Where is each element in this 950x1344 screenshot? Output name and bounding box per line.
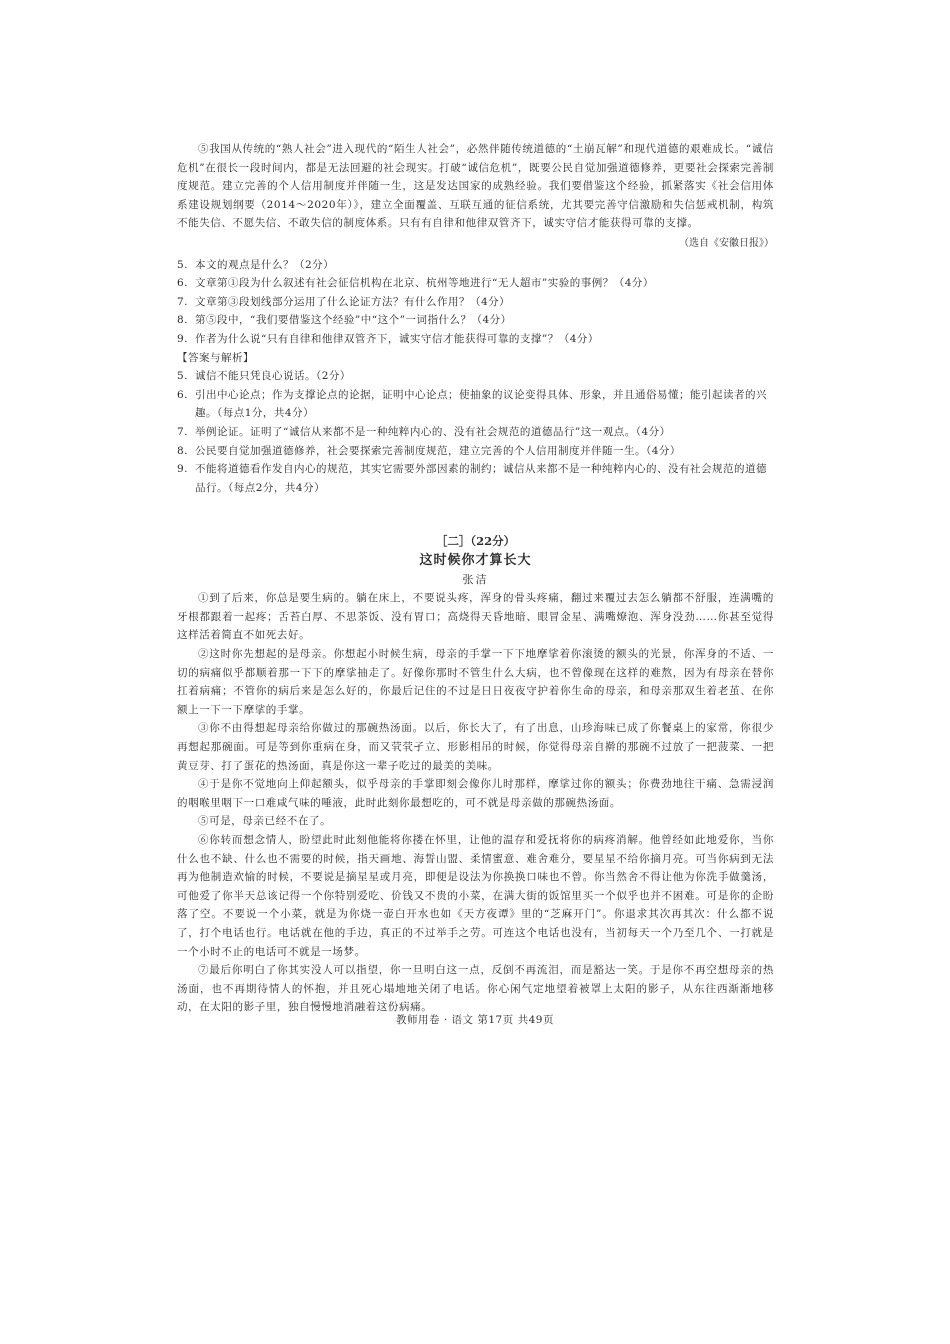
question-text: 文章第①段为什么叙述有社会征信机构在北京、杭州等地进行“无人超市”实验的事例？（4分） [195,277,654,290]
page-footer: 教师用卷 · 语文 第17页 共49页 [396,1014,554,1026]
article-paragraph: ④于是你不觉地向上仰起额头，似乎母亲的手掌即刻会像你儿时那样，摩挲过你的额头；你费劲地往干痛、急需浸润的咽喉里咽下一口难咸气味的唾液，此时此刻你最想吃的，可不就是母亲做的那碗热汤面。 [177,778,774,809]
question-text: 作者为什么说“只有自律和他律双管齐下，诚实守信才能获得可靠的支撑”？（4分） [195,332,599,345]
article-paragraph: ⑥你转而想念情人，盼望此时此刻他能将你搂在怀里，让他的温存和爱抚将你的病疼消解。他曾经如此地爱你，当你什么也不缺、什么也不需要的时候，指天画地、海誓山盟、柔情蜜意、难舍难分，要星星不给你摘月亮。可当你病到无法再为他制造欢愉的时候，不要说是摘星星或月亮，即便是设法为你换换口味也不曾。你当然舍不得让他为你洗手做羹汤，可他爱了你半天总该记得一个你特别爱吃、价钱又不贵的小菜，在满大街的饭馆里买一个似乎也并不困难。可是你的企盼落了空。不要说一个小菜，就是为你烧一壶白开水也如《天方夜谭》里的“芝麻开门”。你退求其次再其次：什么都不说了，打个电话也行。电话就在他的手边，真正的不过举手之劳。可连这个电话也没有，当初每天一个乃至几个、一打就是一个小时不止的电话可不就是一场梦。 [177,834,774,958]
part-header: ［二］（22分） [435,534,516,549]
answer-text: 诚信不能只凭良心说话。（2分） [195,370,351,383]
article-paragraph: ⑤可是，母亲已经不在了。 [198,815,332,828]
article-paragraph: ⑦最后你明白了你其实没人可以指望，你一旦明白这一点，反倒不再流泪，而是豁达一笑。于是你不再空想母亲的热汤面，也不再期待情人的怀抱，并且死心塌地地关闭了电话。你心闲气定地望着被罩上太阳的影子，从东往西渐渐地移动，在太阳的影子里，独自慢慢地消融着这份病痛。 [177,964,774,1014]
question-item [177,274,774,293]
passage1-paragraph-5: ⑤我国从传统的“熟人社会”进入现代的“陌生人社会”，必然伴随传统道德的“土崩瓦解”和现代道德的艰难成长。“诚信危机”在很长一段时间内，都是无法回避的社会现实。打破“诚信危机”，既要公民自觉加强道德修养，更要社会探索完善制度规范。建立完善的个人信用制度并伴随一生，这是发达国家的成熟经验。我们要借鉴这个经验，抓紧落实《社会信用体系建设规划纲要（2014～2020年）》，建立全面覆盖、互联互通的征信系统，尤其要完善守信激励和失信惩戒机制，构筑不能失信、不愿失信、不敢失信的制度体系。只有有自律和他律双管齐下，诚实守信才能获得可靠的支撑。 [177,143,774,230]
question-number: 7. [177,295,189,308]
answer-item [177,460,774,497]
article-body [177,589,774,1017]
answers-list [177,367,774,497]
answer-item [177,423,774,442]
answer-number: 7. [177,425,189,438]
question-item [177,330,774,349]
article-paragraph: ②这时你先想起的是母亲。你想起小时候生病，母亲的手掌一下下地摩挲着你滚烫的额头的光景，你浑身的不适、一切的病痛似乎都顺着那一下下的摩挲抽走了。好像你那时不管生什么大病，也不曾像现在这样的难熬，因为有母亲在替你扛着病痛；不管你的病后来是怎么好的，你最后记住的不过是日日夜夜守护着你生命的母亲，和母亲那双生着老茧、在你额上一下一下摩挲的手掌。 [177,648,774,716]
answer-header: 【答案与解析】 [177,351,254,364]
question-text: 第⑤段中，“我们要借鉴这个经验”中“这个”一词指什么？（4分） [195,314,512,327]
document-page [177,140,774,1017]
question-number: 8. [177,314,189,327]
answer-item [177,386,774,423]
questions-list [177,256,774,349]
article-paragraph: ③你不由得想起母亲给你做过的那碗热汤面。以后，你长大了，有了出息，山珍海味已成了你餐桌上的家常，你很少再想起那碗面。可是等到你重病在身，而又茕茕孑立、形影相吊的时候，你觉得母亲自擀的那碗不过放了一把菠菜、一把黄豆芽、打了蛋花的热汤面，真是你这一辈子吃过的最美的美味。 [177,722,774,772]
article-author: 张洁 [462,573,489,587]
question-item [177,293,774,312]
answer-item [177,367,774,386]
question-number: 9. [177,332,189,345]
answer-number: 8. [177,444,189,457]
question-item [177,256,774,275]
section-spacer [177,497,774,531]
article-paragraph: ①到了后来，你总是要生病的。躺在床上，不要说头疼，浑身的骨头疼痛，翻过来覆过去怎么躺都不舒服，连满嘴的牙根都跟着一起疼；舌苔白厚、不思茶饭、没有胃口；高烧得天昏地暗、眼冒金星、满嘴燎泡、浑身没劲……你甚至觉得这样活着简直不如死去好。 [177,592,774,642]
question-item [177,311,774,330]
answer-text: 不能将道德看作发自内心的规范，其实它需要外部因素的制约；诚信从来都不是一种纯粹内心的、没有社会规范的道德品行。（每点2分，共4分） [195,463,767,494]
answer-number: 9. [177,463,189,476]
answer-number: 5. [177,370,189,383]
answer-number: 6. [177,388,189,401]
question-number: 5. [177,258,189,271]
question-number: 6. [177,277,189,290]
answer-text: 引出中心论点；作为支撑论点的论据，证明中心论点；使抽象的议论变得具体、形象，并且通俗易懂；能引起读者的兴趣。（每点1分，共4分） [195,388,767,420]
question-text: 文章第③段划线部分运用了什么论证方法？有什么作用？（4分） [195,295,511,308]
question-text: 本文的观点是什么？（2分） [195,258,335,271]
answer-text: 公民要自觉加强道德修养，社会要探索完善制度规范，建立完善的个人信用制度并伴随一生。（4分） [195,444,681,457]
answer-text: 举例论证。证明了“诚信从来都不是一种纯粹内心的、没有社会规范的道德品行”这一观点。（4分） [195,425,671,438]
source-note: （选自《安徽日报》） [679,237,774,249]
answer-item [177,442,774,461]
article-title: 这时候你才算长大 [419,553,532,569]
